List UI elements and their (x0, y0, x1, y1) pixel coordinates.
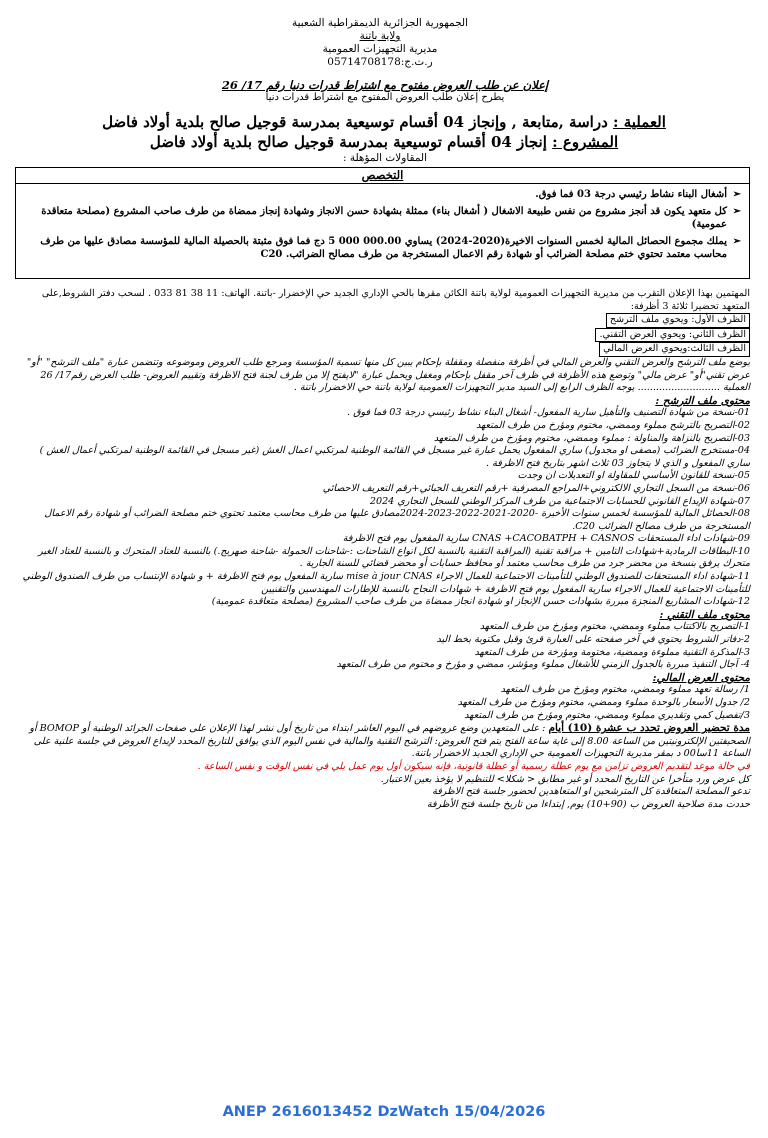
technical-item: 3-المذكرة التقنية مملوءة وممضية، مختومة ومؤرخة من طرف المتعهد (474, 646, 750, 658)
specialty-item: ➢ كل متعهد يكون قد أنجز مشروع من نفس طبيعة الاشغال ( أشغال بناء) ممثلة بشهادة حسن الانجاز وشهادة إنجاز ممضاة من طرف صاحب المشروع (مصلحة متعاقدة عمومية) (41, 206, 741, 230)
opening-session-invite: تدعو المصلحة المتعاقدة كل المترشحين او المتعاهدين لحضور جلسة فتح الاظرفة (432, 786, 750, 798)
financial-item: 1/ رسالة تعهد مملوء وممضي، مختوم ومؤرخ من طرف المتعهد (500, 684, 750, 696)
candidacy-item: 11-شهادة اداء المستحقات للصندوق الوطني للتأمينات الاجتماعية للعمال الاجراء mise à jour CNAS سارية المفعول يوم فتح الاظرفة + و شهادة الإنتساب من طرف الصندوق الوطني للتأمينات الاجتماعية للعمال الاجراء سارية المفعول يوم فتح الاظرفة + شهادات النجاح بالنسبة للإطارات المهندسين والتقنيين (22, 571, 750, 595)
candidacy-item: 06-نسخة من السجل التجاري الالكتروني+المراجع المصرفية +رقم التعريف الجبائي+رقم التعريف الاحصائي (322, 482, 750, 494)
footer-reference: ANEP 2616013452 DzWatch 15/04/2026 (222, 1104, 546, 1120)
financial-item: 3/تفصيل كمي وتقديري مملوء وممضي، مختوم ومؤرخ من طرف المتعهد (464, 709, 750, 721)
specialty-heading: التخصص (16, 168, 749, 184)
candidacy-heading: محتوى ملف الترشح : (655, 394, 750, 407)
wilaya-line: ولاية باتنة (359, 30, 401, 42)
deadline-lead: مدة تحضير العروض تحدد ب عشرة (10) أيام (548, 722, 750, 735)
candidacy-item: 09-شهادات اداء المستحقات CNAS +CACOBATPH + CASNOS سارية المفعول يوم فتح الاظرفة (342, 533, 750, 545)
candidacy-item: 04-مستخرج الضرائب (مصفى او مجدول) ساري المفعول يحمل عبارة غير مسجل في القائمة الوطنية لمرتكبي اعمال الغش (غير مسجل في القائمة الوطنية لمرتكبي أعمال الغش ) ساري المفعول و الذي لا يتجاوز 03 ثلاث اشهر بتاريخ فتح الاظرفة . (39, 445, 750, 469)
specialty-item: ➢ أشغال البناء نشاط رئيسي درجة 03 فما فوق. (535, 189, 741, 200)
arrow-icon: ➢ (732, 206, 741, 217)
holiday-notice: في حالة موعد لتقديم العروض تزامن مع يوم عطلة رسمية أو عطلة قانونية، فإنه سيكون أول يوم عمل يلي في نفس الوقت و نفس الساعة . (197, 760, 750, 772)
project-label: المشروع : (552, 133, 619, 151)
project-text: إنجاز 04 أقسام توسيعية بمدرسة قوجيل صالح بلدية أولاد فاضل (149, 133, 547, 151)
candidacy-item: 12-شهادات المشاريع المنجزة مبررة بشهادات حسن الإنجاز او شهادة انجاز ممضاة من طرف صاحب المشروع (مصلحة متعاقدة عمومية) (211, 596, 750, 608)
specialty-list (16, 188, 749, 261)
financial-item: 2/ جدول الأسعار بالوحدة مملوء وممضي، مختوم ومؤرخ من طرف المتعهد (457, 697, 750, 708)
envelope-instructions: يوضع ملف الترشح والعرض التقني والعرض المالي في أظرفة منفصلة ومقفلة بإحكام يبين كل منها تسمية المؤسسة ومرجع طلب العروض وموضوعه وتتضمن عبارة "ملف الترشح" "أو" عرض تقني"أو" عرض مالي" وتوضع هذه الأظرفة في ظرف آخر مقفل بإحكام ومغفل ويحمل عبارة "لايفتح إلا من طرف لجنة فتح الاظرفة وتقييم العروض- طلب العرض رقم17/ 26 العملية ........................... يوجه الظرف الرابع إلى السيد مدير التجهيزات العمومية لولاية باتنة حي الاخضرار باتنة . (26, 356, 750, 394)
specialty-box (15, 167, 750, 279)
arrow-icon: ➢ (732, 236, 741, 247)
candidacy-item: 05-نسخة للقانون الأساسي للمقاولة او التعديلات ان وجدت (517, 470, 750, 482)
arrow-icon: ➢ (732, 189, 741, 200)
candidacy-item: 08-الحصائل المالية للمؤسسة لخمس سنوات الأخيرة -2020-2021-2022-2023-2024مصادق عليها من طرف محاسب معتمد تحتوي ختم مصلحة الضرائب أو شهادة رقم الاعمال المستخرجة من طرف مصالح الضرائب C20. (44, 508, 750, 532)
document-body (16, 288, 750, 811)
specialty-item: ➢ يملك مجموع الحصائل المالية لخمس السنوات الاخيرة(2020-2024) يساوي 000.00 000 5 دج فما فوق مثبتة بالحصيلة المالية للمؤسسة مصادق عليها من طرف محاسب معتمد تحتوي ختم مصلحة الضرائب أو شهادة رقم الاعمال المستخرجة من طرف مصالح الضرائب. C20 (40, 236, 741, 260)
operation-line (60, 113, 708, 131)
deadline-text: : على المتعهدين وضع عروضهم في اليوم العاشر ابتداء من تاريخ أول نشر لهذا الإعلان على صفحات الجرائد الوطنية أو BOMOP أو الصحيفتين الإلكترونيتين من الساعة 8.00 إلى غاية ساعة الفتح يتم فتح العروض: الترشح التقنية والمالية في نفس اليوم الذي يوافق للتاريخ المحدد لإيداع العروض في جلسة علنية على الساعة 11سا00 د بمقر مديرية التجهيزات العمومية حي الإداري الجديد الاخضرار باتنة. (29, 723, 750, 760)
validity-period: حددت مدة صلاحية العروض ب (90+10) يوم, إبتداءا من تاريخ جلسة فتح الأظرفة (426, 798, 750, 810)
candidacy-item: 07-شهادة الإيداع القانوني للحسابات الاجتماعية من طرف المركز الوطني للسجل التجاري 2024 (369, 495, 750, 507)
republic-line: الجمهورية الجزائرية الديمقراطية الشعبية (291, 17, 469, 29)
technical-heading: محتوى ملف التقني : (659, 608, 750, 621)
rtc-label: ر.ت.ج: (400, 56, 433, 68)
envelope-2: الظرف الثاني: ويحوي العرض التقني. (16, 328, 750, 343)
contractors-label: المقاولات المؤهلة : (342, 152, 428, 164)
technical-item: 4- آجال التنفيذ مبررة بالجدول الزمني للأشغال مملوء ومؤشر، ممضي و مؤرخ و مختوم من طرف المتعهد (336, 659, 750, 671)
candidacy-item: 02-التصريح بالترشح مملوء وممضي، مختوم ومؤرخ من طرف المتعهد (476, 419, 750, 431)
deadline-paragraph (16, 722, 750, 761)
announcement-title: إعلان عن طلب العروض مفتوح مع اشتراط قدرات دنيا رقم 17/ 26 (221, 78, 549, 92)
financial-heading: محتوى العرض المالي: (652, 671, 750, 684)
candidacy-item: 03-التصريح بالنزاهة والمناولة : مملوء وممضي، مختوم ومؤرخ من طرف المتعهد (433, 432, 750, 444)
late-offer-notice: كل عرض ورد متأخرا عن التاريخ المحدد أو غير مطابق < شكلا> للتنظيم لا يؤخذ بعين الاعتبار. (380, 773, 750, 785)
header-block (250, 17, 510, 69)
announcement-subtitle: يطرح إعلان طلب العروض المفتوح مع اشتراط قدرات دنيا (265, 92, 505, 103)
project-line (60, 133, 708, 151)
envelope-3: الظرف الثالث:ويحوي العرض المالي (16, 342, 750, 357)
directorate-line: مديرية التجهيزات العمومية (322, 43, 438, 55)
technical-item: 1-التصريح بالاكتتاب مملوء وممضي، مختوم ومؤرخ من طرف المتعهد (479, 621, 750, 633)
candidacy-item: 10-البطاقات الرمادية+شهادات التامين + مراقبة تقنية (المراقبة التقنية بالنسبة لكل انواع الشاحنات :-شاحنات الحمولة -شاحنة صهريج.) بالنسبة للعتاد المتحرك و بالنسبة للعتاد الغير متحرك يرفق بنسخة من محضر جرد من طرف محاسب معتمد أو محافظ حسابات أو محضر قضائي للسنة الجارية . (38, 545, 750, 570)
envelope-1: الظرف الأول: ويحوي ملف الترشح (16, 313, 750, 328)
rtc-value: 05714708178 (327, 56, 401, 68)
technical-item: 2-دفاتر الشروط يحتوي في آخر صفحته على العبارة قرئ وقبل مكتوبة بخط اليد (436, 634, 750, 646)
rtc-line (250, 56, 510, 69)
operation-text: دراسة ,متابعة , وإنجاز 04 أقسام توسيعية بمدرسة قوجيل صالح بلدية أولاد فاضل (102, 113, 608, 131)
intro-paragraph: المهتمين بهذا الإعلان التقرب من مديرية التجهيزات العمومية لولاية باتنة الكائن مقرها بالحي الإداري الجديد حي الإخضرار -باتنة. الهاتف: 11 38 81 033 . لسحب دفتر الشروط,على المتعهد تحضيرا ثلاثة 3 أظرفة: (41, 288, 750, 312)
operation-label: العملية : (612, 113, 666, 131)
candidacy-item: 01-نسخة من شهادة التصنيف والتأهيل سارية المفعول- أشغال البناء نشاط رئيسي درجة 03 فما فوق . (347, 407, 750, 419)
